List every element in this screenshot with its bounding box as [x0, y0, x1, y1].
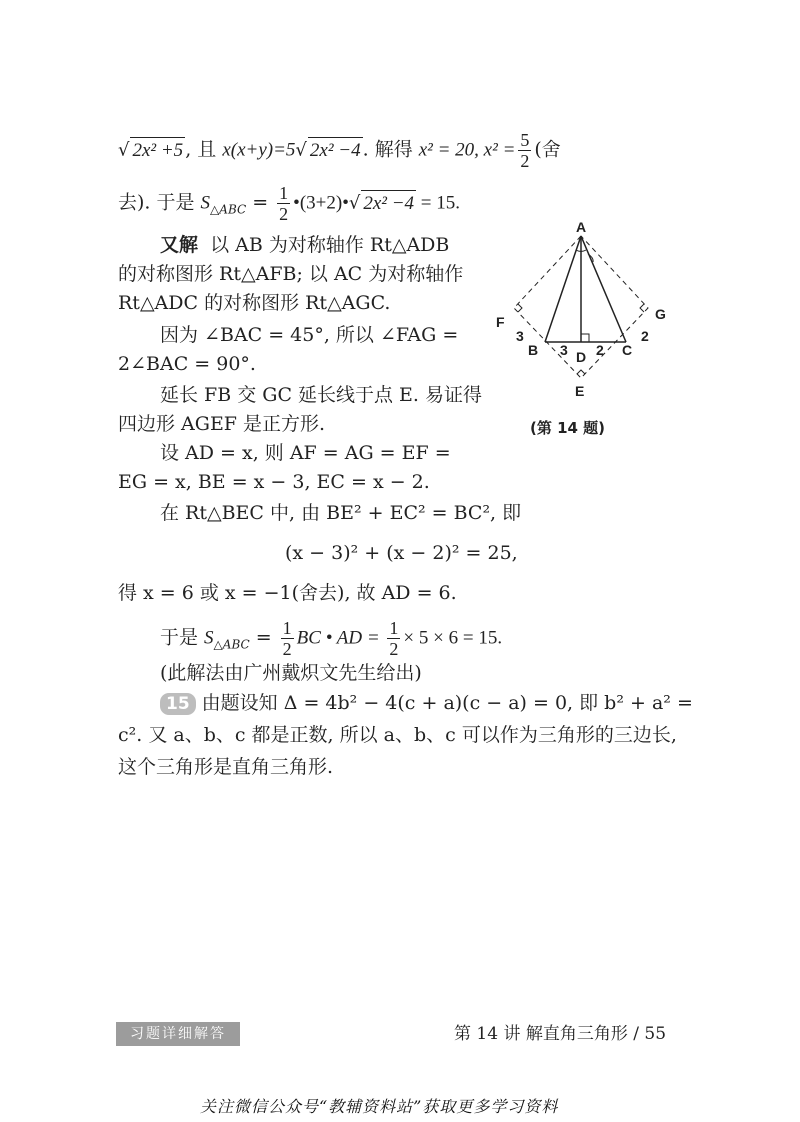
sqrt-sign: √: [118, 139, 130, 161]
text: 去). 于是: [118, 191, 201, 214]
solution-line-2: [118, 183, 460, 224]
segment-bd-length: 3: [560, 342, 568, 358]
right-angle-f: [518, 304, 522, 312]
right-angle-d: [581, 334, 589, 342]
sqrt-sign: √: [295, 139, 307, 161]
side-ab: [545, 236, 581, 342]
bottom-watermark-note: 关注微信公众号“教辅资料站”获取更多学习资料: [200, 1097, 559, 1116]
text: 于是: [160, 626, 205, 649]
sqrt-expression: 2x² −4: [361, 190, 416, 217]
label-g: G: [655, 306, 666, 322]
paragraph-line: 的对称图形 Rt△AFB; 以 AC 为对称轴作: [118, 263, 464, 285]
text: . 解得: [362, 138, 419, 161]
alt-solution-heading: 又解: [160, 234, 199, 256]
label-f: F: [496, 314, 505, 330]
segment-dc-length: 2: [596, 342, 604, 358]
paragraph-line: (此解法由广州戴炽文先生给出): [160, 662, 422, 684]
label-a: A: [576, 220, 587, 235]
centered-equation: (x − 3)² + (x − 2)² = 25,: [285, 542, 518, 564]
sqrt-expression: 2x² −4: [308, 137, 363, 164]
fraction: $\frac{1}{2}$: [279, 183, 289, 224]
paragraph-line: 在 Rt△BEC 中, 由 BE² + EC² = BC², 即: [160, 502, 522, 524]
right-angle-e: [577, 370, 585, 374]
paragraph-line: 四边形 AGEF 是正方形.: [118, 413, 326, 435]
area-symbol: S: [204, 627, 214, 649]
area-result-line: [160, 618, 502, 659]
fraction: $\frac{5}{2}$: [520, 130, 530, 171]
text: =: [246, 191, 275, 214]
geometry-figure: [490, 220, 690, 400]
paragraph-line: EG = x, BE = x − 3, EC = x − 2.: [118, 471, 430, 493]
segment-cg-length: 2: [641, 328, 649, 344]
side-ac: [581, 236, 626, 342]
text: = 15.: [416, 192, 461, 214]
paragraph-line: 2∠BAC = 90°.: [118, 353, 256, 375]
paragraph-line: 得 x = 6 或 x = −1(舍去), 故 AD = 6.: [118, 582, 457, 604]
area-symbol: S: [200, 192, 211, 214]
label-e: E: [575, 383, 585, 399]
paragraph-line: 这个三角形是直角三角形.: [118, 756, 334, 778]
figure-caption: (第 14 题): [530, 419, 606, 437]
segment-bf-length: 3: [516, 328, 524, 344]
text: (舍: [534, 138, 561, 161]
equation: x² = 20, x² =: [418, 139, 516, 161]
area-subscript: △ABC: [210, 202, 247, 217]
solution-line-1: [118, 130, 561, 171]
text: , 且: [185, 138, 223, 161]
equation: x(x+y)=5: [222, 139, 296, 161]
text: =: [249, 626, 278, 649]
paragraph-line: Rt△ADC 的对称图形 Rt△AGC.: [118, 292, 391, 314]
text: × 5 × 6 = 15.: [403, 627, 503, 649]
paragraph-line: 延长 FB 交 GC 延长线于点 E. 易证得: [160, 384, 483, 406]
fraction: $\frac{1}{2}$: [389, 618, 399, 659]
problem-15-line: [160, 690, 693, 716]
right-angle-g: [640, 304, 644, 312]
label-b: B: [528, 342, 539, 358]
label-d: D: [576, 349, 587, 365]
label-c: C: [622, 342, 633, 358]
text: 以 AB 为对称轴作 Rt△ADB: [210, 234, 450, 256]
footer-section-tag: 习题详细解答: [116, 1022, 240, 1046]
fraction: $\frac{1}{2}$: [282, 618, 292, 659]
paragraph-line: 因为 ∠BAC = 45°, 所以 ∠FAG =: [160, 324, 459, 346]
alt-solution-line: [160, 232, 449, 258]
sqrt-sign: √: [348, 192, 361, 214]
sqrt-expression: 2x² +5: [130, 137, 185, 164]
footer-chapter-page: 第 14 讲 解直角三角形 / 55: [454, 1024, 667, 1044]
text: BC • AD =: [296, 627, 385, 649]
paragraph-line: 设 AD = x, 则 AF = AG = EF =: [160, 442, 451, 464]
area-subscript: △ABC: [213, 637, 250, 652]
problem-number-badge: 15: [160, 693, 196, 715]
text: 由题设知 Δ = 4b² − 4(c + a)(c − a) = 0, 即 b² + a² =: [201, 692, 693, 714]
text: •(3+2)•: [293, 192, 349, 214]
paragraph-line: c². 又 a、b、c 都是正数, 所以 a、b、c 可以作为三角形的三边长,: [118, 724, 677, 746]
